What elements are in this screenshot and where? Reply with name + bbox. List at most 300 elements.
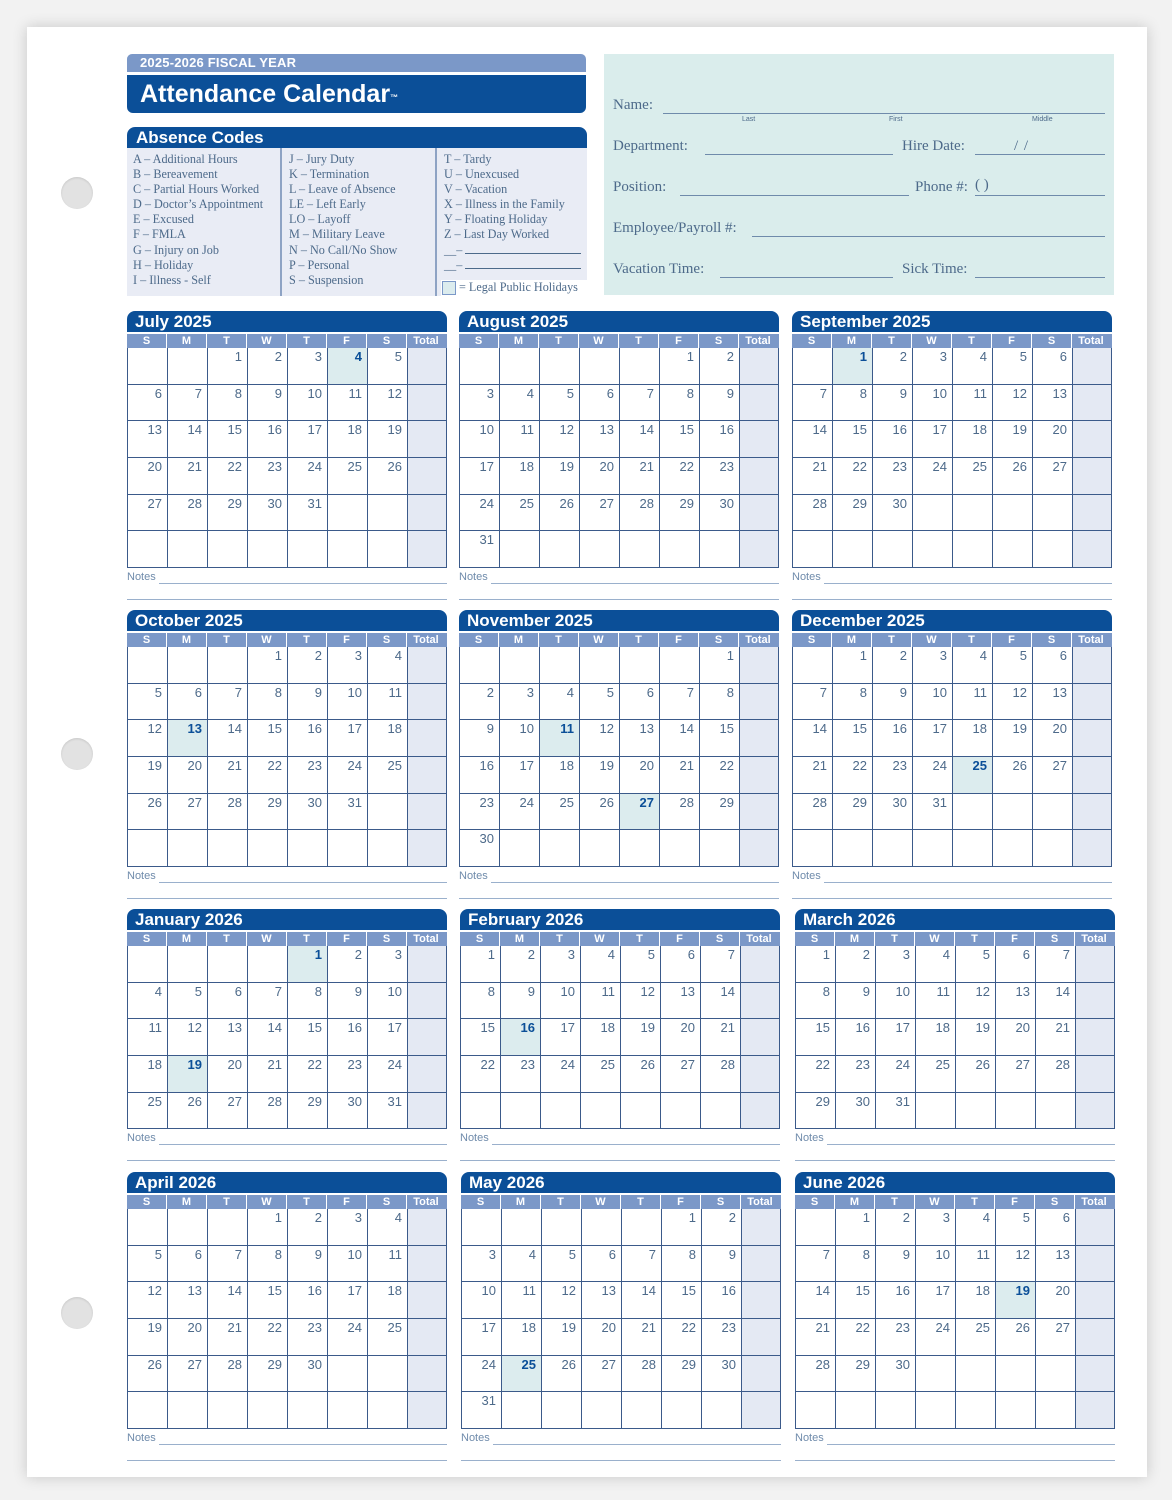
holiday-day-cell[interactable]: 19 — [996, 1282, 1036, 1318]
day-cell[interactable]: 26 — [542, 1356, 582, 1392]
empty-day-cell[interactable] — [168, 1209, 208, 1245]
week-total-cell[interactable] — [1073, 794, 1111, 830]
day-cell[interactable]: 10 — [541, 983, 581, 1019]
day-cell[interactable]: 16 — [460, 757, 500, 793]
week-total-cell[interactable] — [741, 1093, 779, 1129]
day-cell[interactable]: 15 — [248, 720, 288, 756]
empty-day-cell[interactable] — [248, 830, 288, 866]
day-cell[interactable]: 20 — [208, 1056, 248, 1092]
day-cell[interactable]: 10 — [876, 983, 916, 1019]
day-cell[interactable]: 3 — [368, 946, 408, 982]
day-cell[interactable]: 2 — [836, 946, 876, 982]
week-total-cell[interactable] — [408, 1019, 446, 1055]
day-cell[interactable]: 4 — [500, 385, 540, 421]
day-cell[interactable]: 16 — [876, 1282, 916, 1318]
week-total-cell[interactable] — [740, 458, 778, 494]
day-cell[interactable]: 26 — [368, 458, 408, 494]
day-cell[interactable]: 25 — [368, 1319, 408, 1355]
day-cell[interactable]: 23 — [873, 757, 913, 793]
day-cell[interactable]: 14 — [620, 421, 660, 457]
week-total-cell[interactable] — [1073, 757, 1111, 793]
day-cell[interactable]: 18 — [581, 1019, 621, 1055]
week-total-cell[interactable] — [740, 684, 778, 720]
day-cell[interactable]: 13 — [208, 1019, 248, 1055]
empty-day-cell[interactable] — [993, 830, 1033, 866]
day-cell[interactable]: 7 — [622, 1246, 662, 1282]
day-cell[interactable]: 4 — [956, 1209, 996, 1245]
week-total-cell[interactable] — [1073, 647, 1111, 683]
empty-day-cell[interactable] — [208, 1392, 248, 1428]
day-cell[interactable]: 13 — [996, 983, 1036, 1019]
day-cell[interactable]: 4 — [581, 946, 621, 982]
empty-day-cell[interactable] — [288, 1392, 328, 1428]
day-cell[interactable]: 6 — [661, 946, 701, 982]
week-total-cell[interactable] — [742, 1356, 780, 1392]
day-cell[interactable]: 27 — [661, 1056, 701, 1092]
day-cell[interactable]: 23 — [700, 458, 740, 494]
day-cell[interactable]: 19 — [542, 1319, 582, 1355]
empty-day-cell[interactable] — [542, 1209, 582, 1245]
day-cell[interactable]: 14 — [208, 1282, 248, 1318]
day-cell[interactable]: 6 — [168, 1246, 208, 1282]
empty-day-cell[interactable] — [461, 1093, 501, 1129]
empty-day-cell[interactable] — [368, 1392, 408, 1428]
day-cell[interactable]: 26 — [993, 458, 1033, 494]
week-total-cell[interactable] — [740, 385, 778, 421]
day-cell[interactable]: 10 — [368, 983, 408, 1019]
empty-day-cell[interactable] — [996, 1392, 1036, 1428]
day-cell[interactable]: 24 — [913, 458, 953, 494]
notes-line[interactable] — [159, 1144, 447, 1145]
week-total-cell[interactable] — [740, 720, 778, 756]
day-cell[interactable]: 1 — [461, 946, 501, 982]
empty-day-cell[interactable] — [368, 495, 408, 531]
week-total-cell[interactable] — [1073, 531, 1111, 567]
day-cell[interactable]: 27 — [1033, 757, 1073, 793]
day-cell[interactable]: 13 — [580, 421, 620, 457]
day-cell[interactable]: 3 — [876, 946, 916, 982]
week-total-cell[interactable] — [740, 421, 778, 457]
notes-line[interactable] — [460, 1160, 780, 1161]
day-cell[interactable]: 3 — [541, 946, 581, 982]
day-cell[interactable]: 19 — [621, 1019, 661, 1055]
day-cell[interactable]: 12 — [128, 1282, 168, 1318]
day-cell[interactable]: 16 — [700, 421, 740, 457]
day-cell[interactable]: 26 — [128, 1356, 168, 1392]
empty-day-cell[interactable] — [128, 946, 168, 982]
day-cell[interactable]: 2 — [248, 348, 288, 384]
day-cell[interactable]: 17 — [913, 421, 953, 457]
holiday-day-cell[interactable]: 19 — [168, 1056, 208, 1092]
empty-day-cell[interactable] — [956, 1093, 996, 1129]
day-cell[interactable]: 25 — [956, 1319, 996, 1355]
empty-day-cell[interactable] — [328, 1356, 368, 1392]
empty-day-cell[interactable] — [996, 1093, 1036, 1129]
week-total-cell[interactable] — [742, 1209, 780, 1245]
day-cell[interactable]: 4 — [916, 946, 956, 982]
week-total-cell[interactable] — [740, 794, 778, 830]
day-cell[interactable]: 30 — [288, 1356, 328, 1392]
day-cell[interactable]: 19 — [580, 757, 620, 793]
day-cell[interactable]: 23 — [501, 1056, 541, 1092]
day-cell[interactable]: 7 — [793, 684, 833, 720]
day-cell[interactable]: 15 — [208, 421, 248, 457]
day-cell[interactable]: 12 — [996, 1246, 1036, 1282]
day-cell[interactable]: 11 — [128, 1019, 168, 1055]
day-cell[interactable]: 15 — [836, 1282, 876, 1318]
empty-day-cell[interactable] — [368, 531, 408, 567]
day-cell[interactable]: 13 — [582, 1282, 622, 1318]
empty-day-cell[interactable] — [622, 1392, 662, 1428]
week-total-cell[interactable] — [1073, 458, 1111, 494]
empty-day-cell[interactable] — [500, 348, 540, 384]
day-cell[interactable]: 2 — [288, 647, 328, 683]
empty-day-cell[interactable] — [542, 1392, 582, 1428]
empty-day-cell[interactable] — [168, 946, 208, 982]
empty-day-cell[interactable] — [462, 1209, 502, 1245]
empty-day-cell[interactable] — [128, 348, 168, 384]
day-cell[interactable]: 24 — [328, 757, 368, 793]
day-cell[interactable]: 12 — [128, 720, 168, 756]
day-cell[interactable]: 8 — [662, 1246, 702, 1282]
day-cell[interactable]: 19 — [956, 1019, 996, 1055]
empty-day-cell[interactable] — [168, 1392, 208, 1428]
week-total-cell[interactable] — [1076, 946, 1114, 982]
day-cell[interactable]: 22 — [248, 757, 288, 793]
day-cell[interactable]: 4 — [540, 684, 580, 720]
day-cell[interactable]: 21 — [793, 458, 833, 494]
week-total-cell[interactable] — [1076, 1319, 1114, 1355]
day-cell[interactable]: 14 — [622, 1282, 662, 1318]
day-cell[interactable]: 26 — [993, 757, 1033, 793]
day-cell[interactable]: 8 — [248, 684, 288, 720]
day-cell[interactable]: 16 — [836, 1019, 876, 1055]
empty-day-cell[interactable] — [953, 830, 993, 866]
week-total-cell[interactable] — [741, 1019, 779, 1055]
day-cell[interactable]: 25 — [500, 495, 540, 531]
day-cell[interactable]: 8 — [836, 1246, 876, 1282]
empty-day-cell[interactable] — [288, 830, 328, 866]
day-cell[interactable]: 12 — [993, 684, 1033, 720]
day-cell[interactable]: 20 — [168, 1319, 208, 1355]
day-cell[interactable]: 17 — [500, 757, 540, 793]
day-cell[interactable]: 4 — [368, 1209, 408, 1245]
week-total-cell[interactable] — [1076, 983, 1114, 1019]
day-cell[interactable]: 30 — [328, 1093, 368, 1129]
week-total-cell[interactable] — [408, 720, 446, 756]
week-total-cell[interactable] — [1076, 1209, 1114, 1245]
day-cell[interactable]: 5 — [993, 647, 1033, 683]
empty-day-cell[interactable] — [700, 830, 740, 866]
day-cell[interactable]: 26 — [956, 1056, 996, 1092]
day-cell[interactable]: 2 — [460, 684, 500, 720]
empty-day-cell[interactable] — [833, 531, 873, 567]
day-cell[interactable]: 11 — [328, 385, 368, 421]
day-cell[interactable]: 30 — [700, 495, 740, 531]
day-cell[interactable]: 12 — [542, 1282, 582, 1318]
day-cell[interactable]: 18 — [916, 1019, 956, 1055]
day-cell[interactable]: 7 — [660, 684, 700, 720]
day-cell[interactable]: 21 — [208, 1319, 248, 1355]
day-cell[interactable]: 18 — [953, 720, 993, 756]
week-total-cell[interactable] — [741, 983, 779, 1019]
day-cell[interactable]: 5 — [540, 385, 580, 421]
day-cell[interactable]: 5 — [993, 348, 1033, 384]
day-cell[interactable]: 17 — [913, 720, 953, 756]
day-cell[interactable]: 3 — [328, 647, 368, 683]
week-total-cell[interactable] — [408, 946, 446, 982]
day-cell[interactable]: 25 — [916, 1056, 956, 1092]
empty-day-cell[interactable] — [540, 647, 580, 683]
empty-day-cell[interactable] — [953, 531, 993, 567]
day-cell[interactable]: 16 — [702, 1282, 742, 1318]
day-cell[interactable]: 23 — [288, 757, 328, 793]
day-cell[interactable]: 18 — [956, 1282, 996, 1318]
day-cell[interactable]: 7 — [796, 1246, 836, 1282]
week-total-cell[interactable] — [740, 830, 778, 866]
day-cell[interactable]: 6 — [620, 684, 660, 720]
empty-day-cell[interactable] — [502, 1392, 542, 1428]
empty-day-cell[interactable] — [128, 531, 168, 567]
day-cell[interactable]: 11 — [956, 1246, 996, 1282]
day-cell[interactable]: 17 — [288, 421, 328, 457]
day-cell[interactable]: 28 — [793, 495, 833, 531]
day-cell[interactable]: 28 — [1036, 1056, 1076, 1092]
day-cell[interactable]: 22 — [700, 757, 740, 793]
day-cell[interactable]: 4 — [953, 647, 993, 683]
day-cell[interactable]: 13 — [168, 1282, 208, 1318]
week-total-cell[interactable] — [1073, 421, 1111, 457]
empty-day-cell[interactable] — [582, 1392, 622, 1428]
empty-day-cell[interactable] — [876, 1392, 916, 1428]
day-cell[interactable]: 25 — [368, 757, 408, 793]
day-cell[interactable]: 6 — [582, 1246, 622, 1282]
day-cell[interactable]: 27 — [168, 794, 208, 830]
empty-day-cell[interactable] — [702, 1392, 742, 1428]
day-cell[interactable]: 18 — [128, 1056, 168, 1092]
day-cell[interactable]: 10 — [462, 1282, 502, 1318]
day-cell[interactable]: 21 — [796, 1319, 836, 1355]
empty-day-cell[interactable] — [700, 531, 740, 567]
day-cell[interactable]: 12 — [580, 720, 620, 756]
day-cell[interactable]: 31 — [288, 495, 328, 531]
empty-day-cell[interactable] — [993, 794, 1033, 830]
empty-day-cell[interactable] — [1033, 495, 1073, 531]
day-cell[interactable]: 5 — [368, 348, 408, 384]
day-cell[interactable]: 30 — [876, 1356, 916, 1392]
day-cell[interactable]: 12 — [368, 385, 408, 421]
day-cell[interactable]: 14 — [208, 720, 248, 756]
empty-day-cell[interactable] — [582, 1209, 622, 1245]
day-cell[interactable]: 20 — [620, 757, 660, 793]
holiday-day-cell[interactable]: 11 — [540, 720, 580, 756]
day-cell[interactable]: 11 — [581, 983, 621, 1019]
week-total-cell[interactable] — [408, 1246, 446, 1282]
day-cell[interactable]: 16 — [288, 720, 328, 756]
day-cell[interactable]: 30 — [873, 495, 913, 531]
day-cell[interactable]: 21 — [620, 458, 660, 494]
notes-line[interactable] — [792, 898, 1112, 899]
holiday-day-cell[interactable]: 27 — [620, 794, 660, 830]
empty-day-cell[interactable] — [620, 531, 660, 567]
day-cell[interactable]: 26 — [621, 1056, 661, 1092]
week-total-cell[interactable] — [1073, 495, 1111, 531]
week-total-cell[interactable] — [408, 794, 446, 830]
day-cell[interactable]: 29 — [660, 495, 700, 531]
week-total-cell[interactable] — [408, 647, 446, 683]
day-cell[interactable]: 7 — [208, 684, 248, 720]
empty-day-cell[interactable] — [661, 1093, 701, 1129]
day-cell[interactable]: 22 — [660, 458, 700, 494]
day-cell[interactable]: 21 — [660, 757, 700, 793]
empty-day-cell[interactable] — [622, 1209, 662, 1245]
week-total-cell[interactable] — [408, 421, 446, 457]
day-cell[interactable]: 23 — [836, 1056, 876, 1092]
empty-day-cell[interactable] — [128, 1209, 168, 1245]
day-cell[interactable]: 20 — [582, 1319, 622, 1355]
day-cell[interactable]: 16 — [873, 720, 913, 756]
day-cell[interactable]: 15 — [662, 1282, 702, 1318]
week-total-cell[interactable] — [742, 1319, 780, 1355]
empty-day-cell[interactable] — [993, 495, 1033, 531]
day-cell[interactable]: 26 — [580, 794, 620, 830]
day-cell[interactable]: 28 — [701, 1056, 741, 1092]
week-total-cell[interactable] — [408, 1056, 446, 1092]
week-total-cell[interactable] — [1076, 1392, 1114, 1428]
holiday-day-cell[interactable]: 1 — [833, 348, 873, 384]
week-total-cell[interactable] — [408, 757, 446, 793]
day-cell[interactable]: 13 — [620, 720, 660, 756]
day-cell[interactable]: 28 — [793, 794, 833, 830]
day-cell[interactable]: 10 — [328, 684, 368, 720]
day-cell[interactable]: 30 — [836, 1093, 876, 1129]
day-cell[interactable]: 7 — [620, 385, 660, 421]
day-cell[interactable]: 24 — [328, 1319, 368, 1355]
day-cell[interactable]: 14 — [660, 720, 700, 756]
day-cell[interactable]: 15 — [833, 421, 873, 457]
day-cell[interactable]: 16 — [328, 1019, 368, 1055]
employee-payroll-field[interactable] — [752, 236, 1105, 237]
day-cell[interactable]: 17 — [368, 1019, 408, 1055]
day-cell[interactable]: 5 — [996, 1209, 1036, 1245]
empty-day-cell[interactable] — [660, 830, 700, 866]
week-total-cell[interactable] — [1073, 385, 1111, 421]
empty-day-cell[interactable] — [368, 1356, 408, 1392]
day-cell[interactable]: 15 — [461, 1019, 501, 1055]
week-total-cell[interactable] — [740, 757, 778, 793]
week-total-cell[interactable] — [1073, 720, 1111, 756]
empty-day-cell[interactable] — [873, 531, 913, 567]
day-cell[interactable]: 11 — [953, 385, 993, 421]
week-total-cell[interactable] — [408, 385, 446, 421]
day-cell[interactable]: 1 — [208, 348, 248, 384]
day-cell[interactable]: 22 — [288, 1056, 328, 1092]
empty-day-cell[interactable] — [328, 1392, 368, 1428]
notes-line[interactable] — [824, 583, 1112, 584]
day-cell[interactable]: 12 — [956, 983, 996, 1019]
week-total-cell[interactable] — [740, 348, 778, 384]
day-cell[interactable]: 14 — [796, 1282, 836, 1318]
week-total-cell[interactable] — [408, 458, 446, 494]
day-cell[interactable]: 27 — [168, 1356, 208, 1392]
day-cell[interactable]: 27 — [996, 1056, 1036, 1092]
sick-time-field[interactable] — [975, 277, 1105, 278]
name-field[interactable] — [663, 113, 1105, 114]
week-total-cell[interactable] — [408, 684, 446, 720]
day-cell[interactable]: 22 — [836, 1319, 876, 1355]
empty-day-cell[interactable] — [793, 531, 833, 567]
hire-date-field[interactable] — [975, 154, 1105, 155]
day-cell[interactable]: 31 — [876, 1093, 916, 1129]
notes-line[interactable] — [127, 599, 447, 600]
day-cell[interactable]: 13 — [1033, 684, 1073, 720]
day-cell[interactable]: 14 — [248, 1019, 288, 1055]
empty-day-cell[interactable] — [208, 1209, 248, 1245]
notes-line[interactable] — [127, 898, 447, 899]
day-cell[interactable]: 12 — [993, 385, 1033, 421]
day-cell[interactable]: 22 — [248, 1319, 288, 1355]
day-cell[interactable]: 27 — [128, 495, 168, 531]
day-cell[interactable]: 7 — [208, 1246, 248, 1282]
day-cell[interactable]: 22 — [208, 458, 248, 494]
day-cell[interactable]: 9 — [876, 1246, 916, 1282]
day-cell[interactable]: 24 — [288, 458, 328, 494]
day-cell[interactable]: 20 — [661, 1019, 701, 1055]
empty-day-cell[interactable] — [128, 830, 168, 866]
empty-day-cell[interactable] — [500, 647, 540, 683]
day-cell[interactable]: 3 — [460, 385, 500, 421]
empty-day-cell[interactable] — [208, 946, 248, 982]
empty-day-cell[interactable] — [796, 1392, 836, 1428]
day-cell[interactable]: 17 — [460, 458, 500, 494]
empty-day-cell[interactable] — [1036, 1392, 1076, 1428]
empty-day-cell[interactable] — [208, 531, 248, 567]
day-cell[interactable]: 22 — [461, 1056, 501, 1092]
day-cell[interactable]: 29 — [796, 1093, 836, 1129]
week-total-cell[interactable] — [408, 1319, 446, 1355]
day-cell[interactable]: 9 — [248, 385, 288, 421]
week-total-cell[interactable] — [408, 983, 446, 1019]
day-cell[interactable]: 11 — [500, 421, 540, 457]
day-cell[interactable]: 24 — [460, 495, 500, 531]
notes-line[interactable] — [824, 882, 1112, 883]
notes-line[interactable] — [795, 1160, 1115, 1161]
day-cell[interactable]: 14 — [793, 720, 833, 756]
day-cell[interactable]: 7 — [248, 983, 288, 1019]
holiday-day-cell[interactable]: 4 — [328, 348, 368, 384]
week-total-cell[interactable] — [408, 830, 446, 866]
day-cell[interactable]: 1 — [662, 1209, 702, 1245]
empty-day-cell[interactable] — [368, 830, 408, 866]
day-cell[interactable]: 20 — [168, 757, 208, 793]
day-cell[interactable]: 25 — [953, 458, 993, 494]
empty-day-cell[interactable] — [793, 348, 833, 384]
empty-day-cell[interactable] — [1036, 1093, 1076, 1129]
day-cell[interactable]: 20 — [1036, 1282, 1076, 1318]
empty-day-cell[interactable] — [580, 830, 620, 866]
week-total-cell[interactable] — [1076, 1356, 1114, 1392]
day-cell[interactable]: 10 — [916, 1246, 956, 1282]
day-cell[interactable]: 17 — [916, 1282, 956, 1318]
day-cell[interactable]: 11 — [368, 684, 408, 720]
day-cell[interactable]: 10 — [328, 1246, 368, 1282]
week-total-cell[interactable] — [1076, 1246, 1114, 1282]
notes-line[interactable] — [459, 599, 779, 600]
empty-day-cell[interactable] — [916, 1093, 956, 1129]
day-cell[interactable]: 16 — [873, 421, 913, 457]
day-cell[interactable]: 2 — [873, 647, 913, 683]
phone-field[interactable] — [975, 195, 1105, 196]
